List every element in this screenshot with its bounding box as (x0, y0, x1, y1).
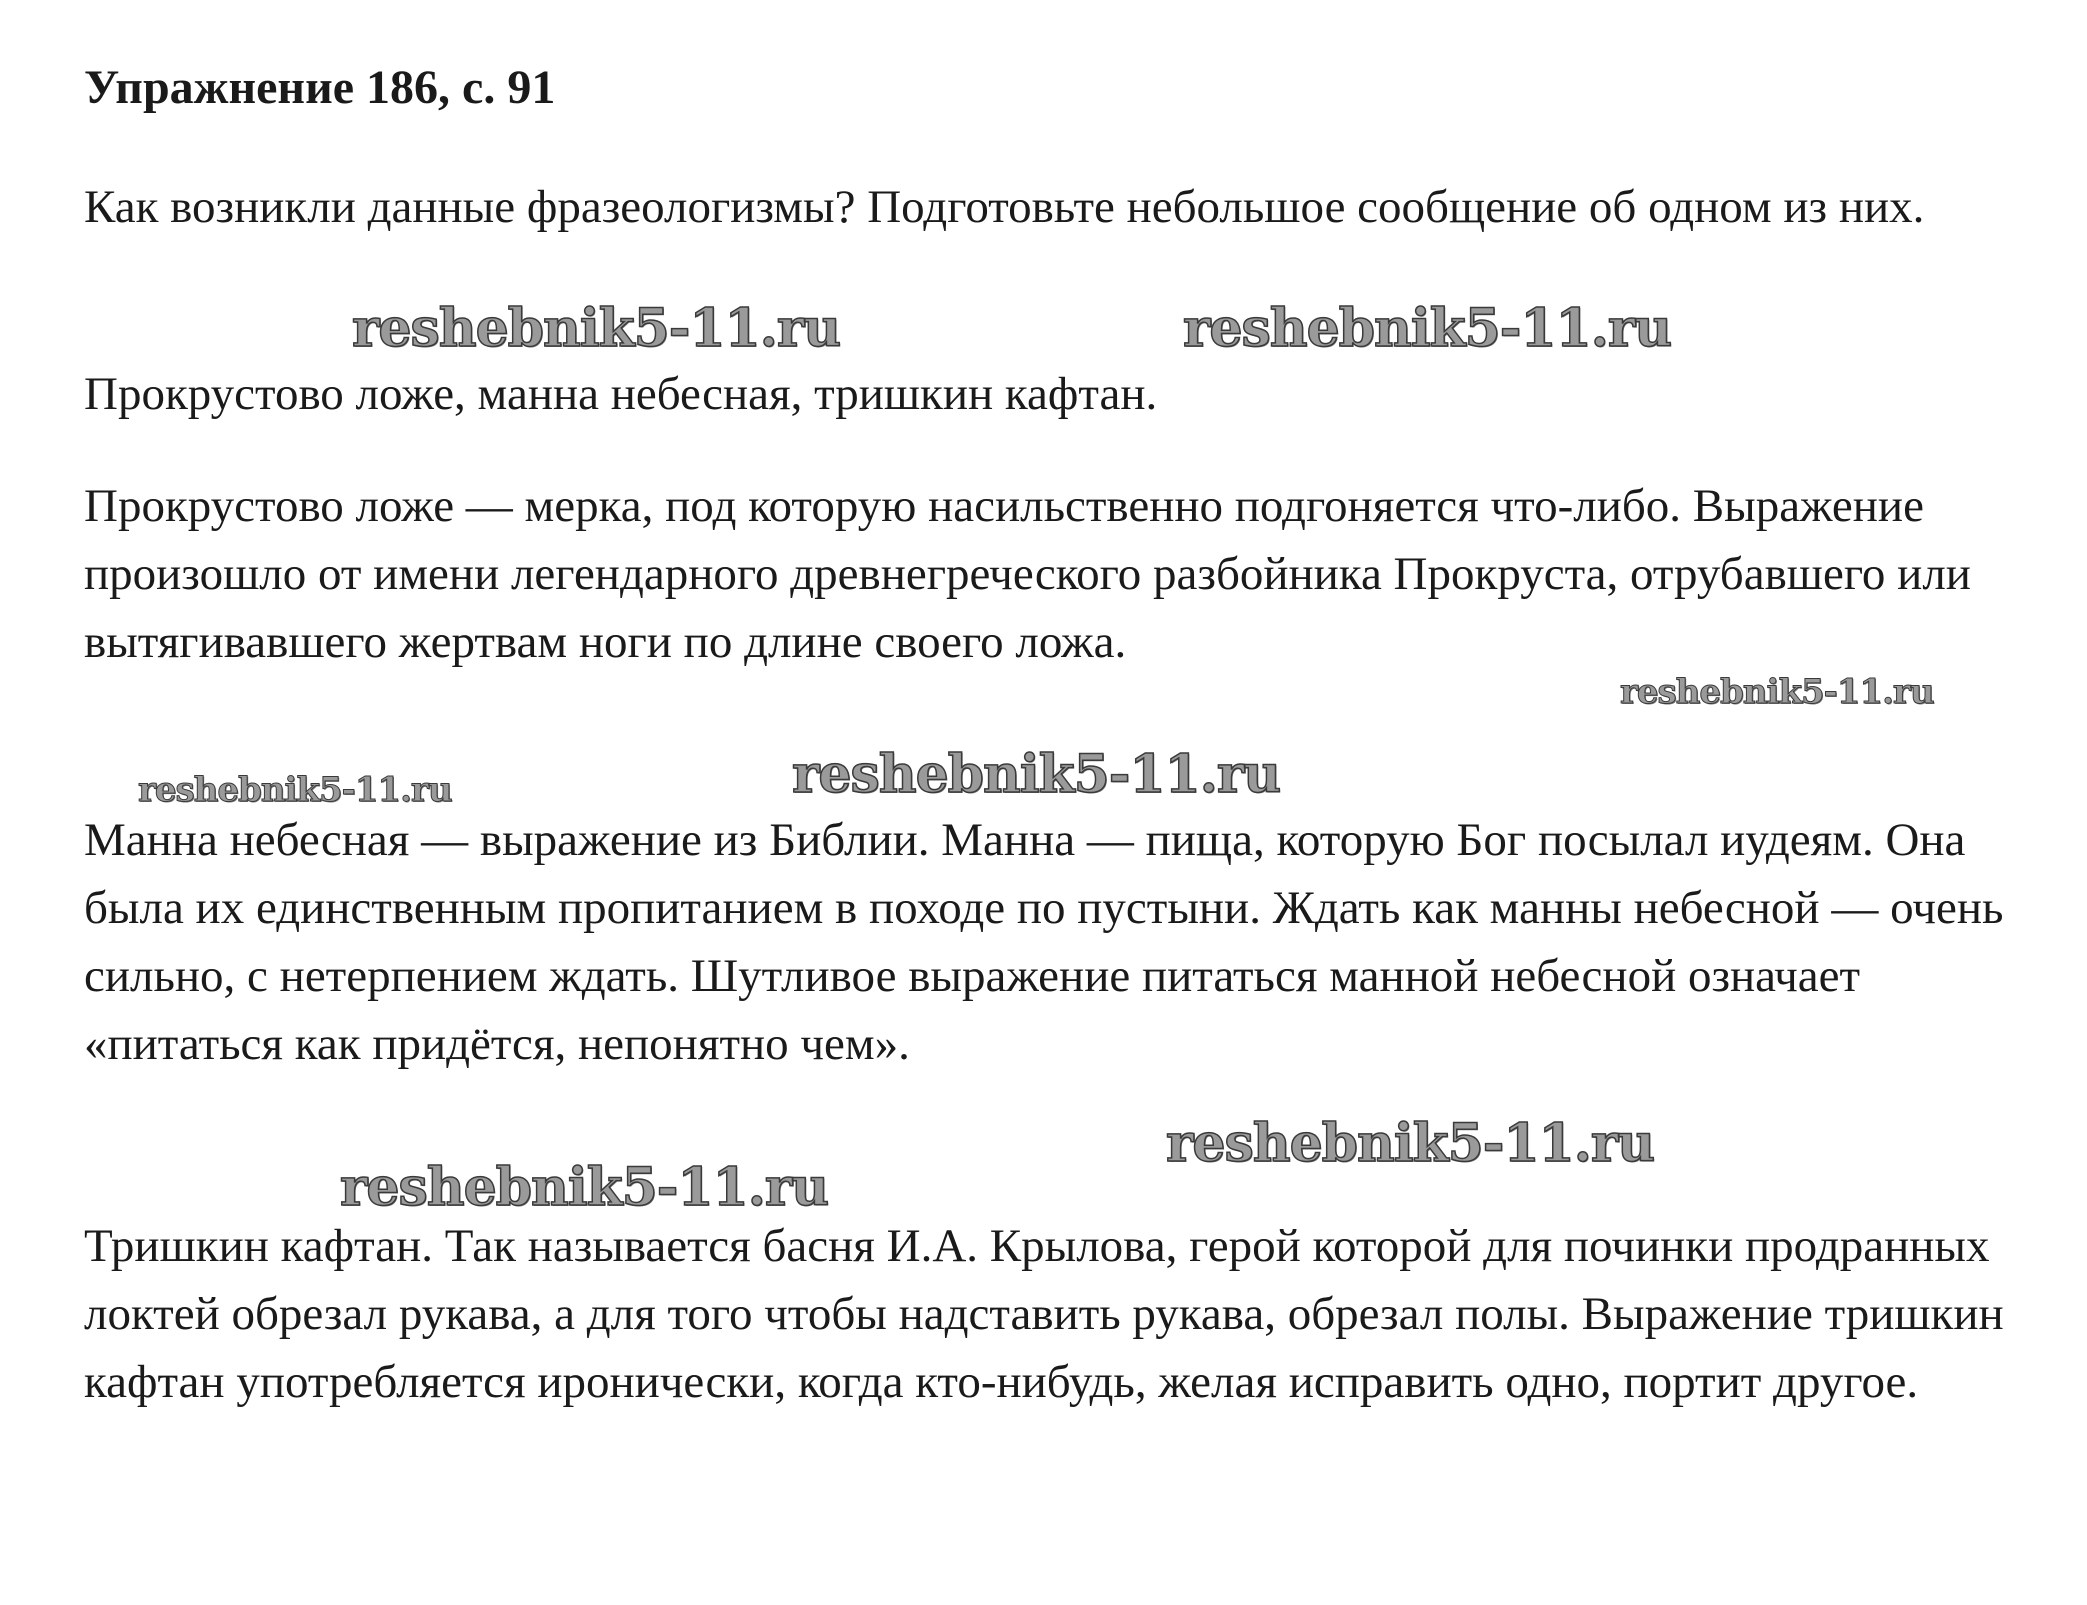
watermark: reshebnik5-11.ru (352, 298, 841, 359)
watermark: reshebnik5-11.ru (138, 770, 452, 810)
answer-manna-nebesnaya: Манна небесная — выражение из Библии. Манна — пища, которую Бог посылал иудеям. Она была их единственным пропитанием в походе по пустыни. Ждать как манны небесной — очень сильно, с нетерпением ждать. Шутливое выражение питаться манной небесной означает «питаться как придётся, непонятно чем». (84, 814, 2004, 1070)
watermark: reshebnik5-11.ru (1166, 1113, 1655, 1174)
watermark: reshebnik5-11.ru (792, 744, 1281, 805)
phraseology-list: Прокрустово ложе, манна небесная, тришкин кафтан. (84, 368, 1158, 420)
answer-prokrustovo-lozhe: Прокрустово ложе — мерка, под которую насильственно подгоняется что-либо. Выражение произошло от имени легендарного древнегреческого разбойника Прокруста, отрубавшего или вытягивавшего жертвам ноги по длине своего ложа. (84, 480, 1971, 668)
watermark: reshebnik5-11.ru (1183, 298, 1672, 359)
exercise-title: Упражнение 186, с. 91 (84, 61, 556, 114)
watermark: reshebnik5-11.ru (340, 1157, 829, 1218)
exercise-question: Как возникли данные фразеологизмы? Подготовьте небольшое сообщение об одном из них. (84, 181, 1925, 233)
watermark: reshebnik5-11.ru (1620, 672, 1934, 712)
answer-trishkin-kaftan: Тришкин кафтан. Так называется басня И.А. Крылова, герой которой для починки продранных локтей обрезал рукава, а для того чтобы надставить рукава, обрезал полы. Выражение тришкин кафтан употребляется иронически, когда кто-нибудь, желая исправить одно, портит другое. (84, 1220, 2004, 1408)
